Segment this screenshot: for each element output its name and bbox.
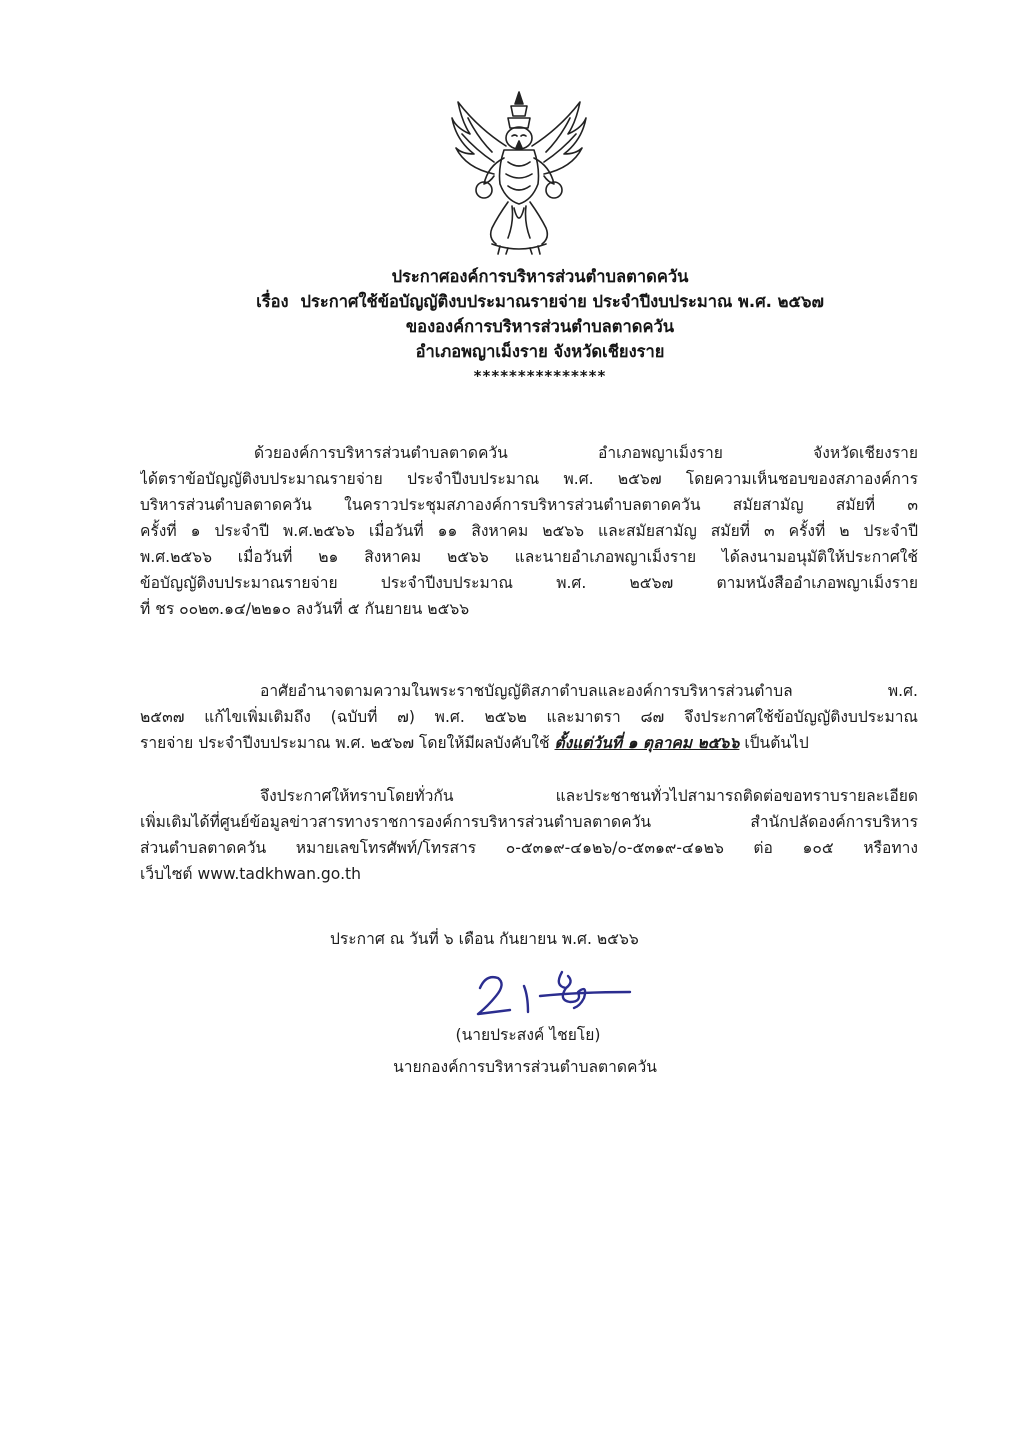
paragraph-1 xyxy=(140,440,918,622)
paragraph-3 xyxy=(140,783,918,887)
paragraph-1-line: บริหารส่วนตำบลตาดควัน ในคราวประชุมสภาองค์การบริหารส่วนตำบลตาดควัน สมัยสามัญ สมัยที่ ๓ xyxy=(140,496,918,514)
paragraph-1-line: ที่ ชร ๐๐๒๓.๑๔/๒๒๑๐ ลงวันที่ ๕ กันยายน ๒๕๖๖ xyxy=(140,600,470,618)
paragraph-2-line-3 xyxy=(140,730,918,756)
paragraph-1-line: ข้อบัญญัติงบประมาณรายจ่าย ประจำปีงบประมาณ พ.ศ. ๒๕๖๗ ตามหนังสืออำเภอพญาเม็งราย xyxy=(140,574,918,592)
paragraph-1-line: พ.ศ.๒๕๖๖ เมื่อวันที่ ๒๑ สิงหาคม ๒๕๖๖ และนายอำเภอพญาเม็งราย ได้ลงนามอนุมัติให้ประกาศใช้ xyxy=(140,548,918,566)
paragraph-3-line: จึงประกาศให้ทราบโดยทั่วกัน และประชาชนทั่วไปสามารถติดต่อขอทราบรายละเอียด xyxy=(260,787,918,805)
paragraph-1-line: ได้ตราข้อบัญญัติงบประมาณรายจ่าย ประจำปีงบประมาณ พ.ศ. ๒๕๖๗ โดยความเห็นชอบของสภาองค์การ xyxy=(140,470,918,488)
handwritten-signature-icon xyxy=(470,962,642,1024)
garuda-emblem-icon xyxy=(448,88,590,256)
subject-text: ประกาศใช้ข้อบัญญัติงบประมาณรายจ่าย ประจำปีงบประมาณ พ.ศ. ๒๕๖๗ xyxy=(300,292,824,311)
paragraph-3-line: เพิ่มเติมได้ที่ศูนย์ข้อมูลข่าวสารทางราชการองค์การบริหารส่วนตำบลตาดควัน สำนักปลัดองค์การบริหาร xyxy=(140,813,918,831)
paragraph-2-line: อาศัยอำนาจตามความในพระราชบัญญัติสภาตำบลและองค์การบริหารส่วนตำบล พ.ศ. xyxy=(260,682,918,700)
signer-name: (นายประสงค์ ไชยโย) xyxy=(455,1026,601,1044)
paragraph-1-line: ครั้งที่ ๑ ประจำปี พ.ศ.๒๕๖๖ เมื่อวันที่ ๑๑ สิงหาคม ๒๕๖๖ และสมัยสามัญ สมัยที่ ๓ ครั้งที่ ๒ ประจำปี xyxy=(140,522,918,540)
effective-text-prefix: รายจ่าย ประจำปีงบประมาณ พ.ศ. ๒๕๖๗ โดยให้มีผลบังคับใช้ xyxy=(140,734,555,752)
heading-line-3: ขององค์การบริหารส่วนตำบลตาดควัน xyxy=(405,317,675,336)
heading-org-line: ประกาศองค์การบริหารส่วนตำบลตาดควัน xyxy=(391,267,689,286)
heading-line-4: อำเภอพญาเม็งราย จังหวัดเชียงราย xyxy=(415,342,665,361)
subject-label: เรื่อง xyxy=(256,292,289,311)
effective-date-emphasis: ตั้งแต่วันที่ ๑ ตุลาคม ๒๕๖๖ xyxy=(554,734,740,752)
paragraph-2-line: ๒๕๓๗ แก้ไขเพิ่มเติมถึง (ฉบับที่ ๗) พ.ศ. ๒๕๖๒ และมาตรา ๘๗ จึงประกาศใช้ข้อบัญญัติงบประมาณ xyxy=(140,708,918,726)
signer-title: นายกองค์การบริหารส่วนตำบลตาดควัน xyxy=(393,1058,657,1076)
paragraph-3-line: เว็บไซต์ www.tadkhwan.go.th xyxy=(140,865,362,883)
paragraph-2 xyxy=(140,678,918,756)
heading-subject-line xyxy=(150,289,930,314)
paragraph-3-line: ส่วนตำบลตาดควัน หมายเลขโทรศัพท์/โทรสาร ๐-๕๓๑๙-๔๑๒๖/๐-๕๓๑๙-๔๑๒๖ ต่อ ๑๐๕ หรือทาง xyxy=(140,839,918,857)
effective-text-suffix: เป็นต้นไป xyxy=(739,734,809,752)
announcement-heading xyxy=(150,264,930,389)
heading-divider-stars: *************** xyxy=(473,367,607,385)
announcement-date: ประกาศ ณ วันที่ ๖ เดือน กันยายน พ.ศ. ๒๕๖๖ xyxy=(330,930,639,948)
paragraph-1-line: ด้วยองค์การบริหารส่วนตำบลตาดควัน อำเภอพญาเม็งราย จังหวัดเชียงราย xyxy=(254,444,918,462)
